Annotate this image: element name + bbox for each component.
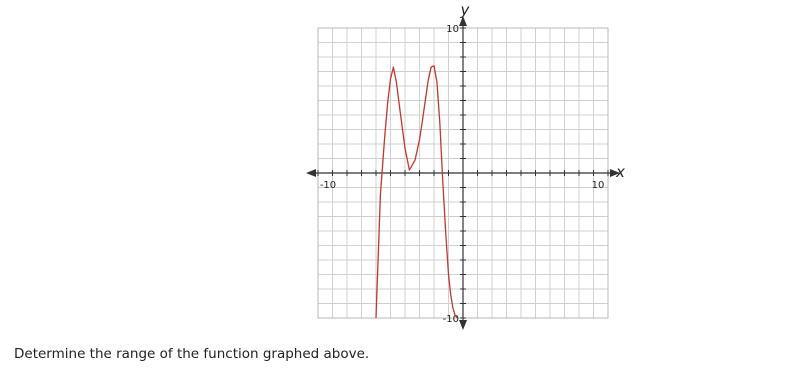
x-tick-label-min: -10 (319, 180, 337, 191)
y-tick-label-max: 10 (446, 24, 459, 35)
x-tick-label-max: 10 (591, 180, 605, 191)
function-curve (376, 66, 457, 318)
x-axis-label: x (616, 163, 625, 181)
y-tick-label-min: -10 (442, 314, 459, 325)
question-text: Determine the range of the function graphed above. (14, 346, 370, 362)
axes (306, 16, 620, 330)
y-axis-arrow-down (459, 320, 467, 330)
x-axis-arrow-left (306, 169, 316, 177)
y-axis-label: y (460, 1, 470, 19)
